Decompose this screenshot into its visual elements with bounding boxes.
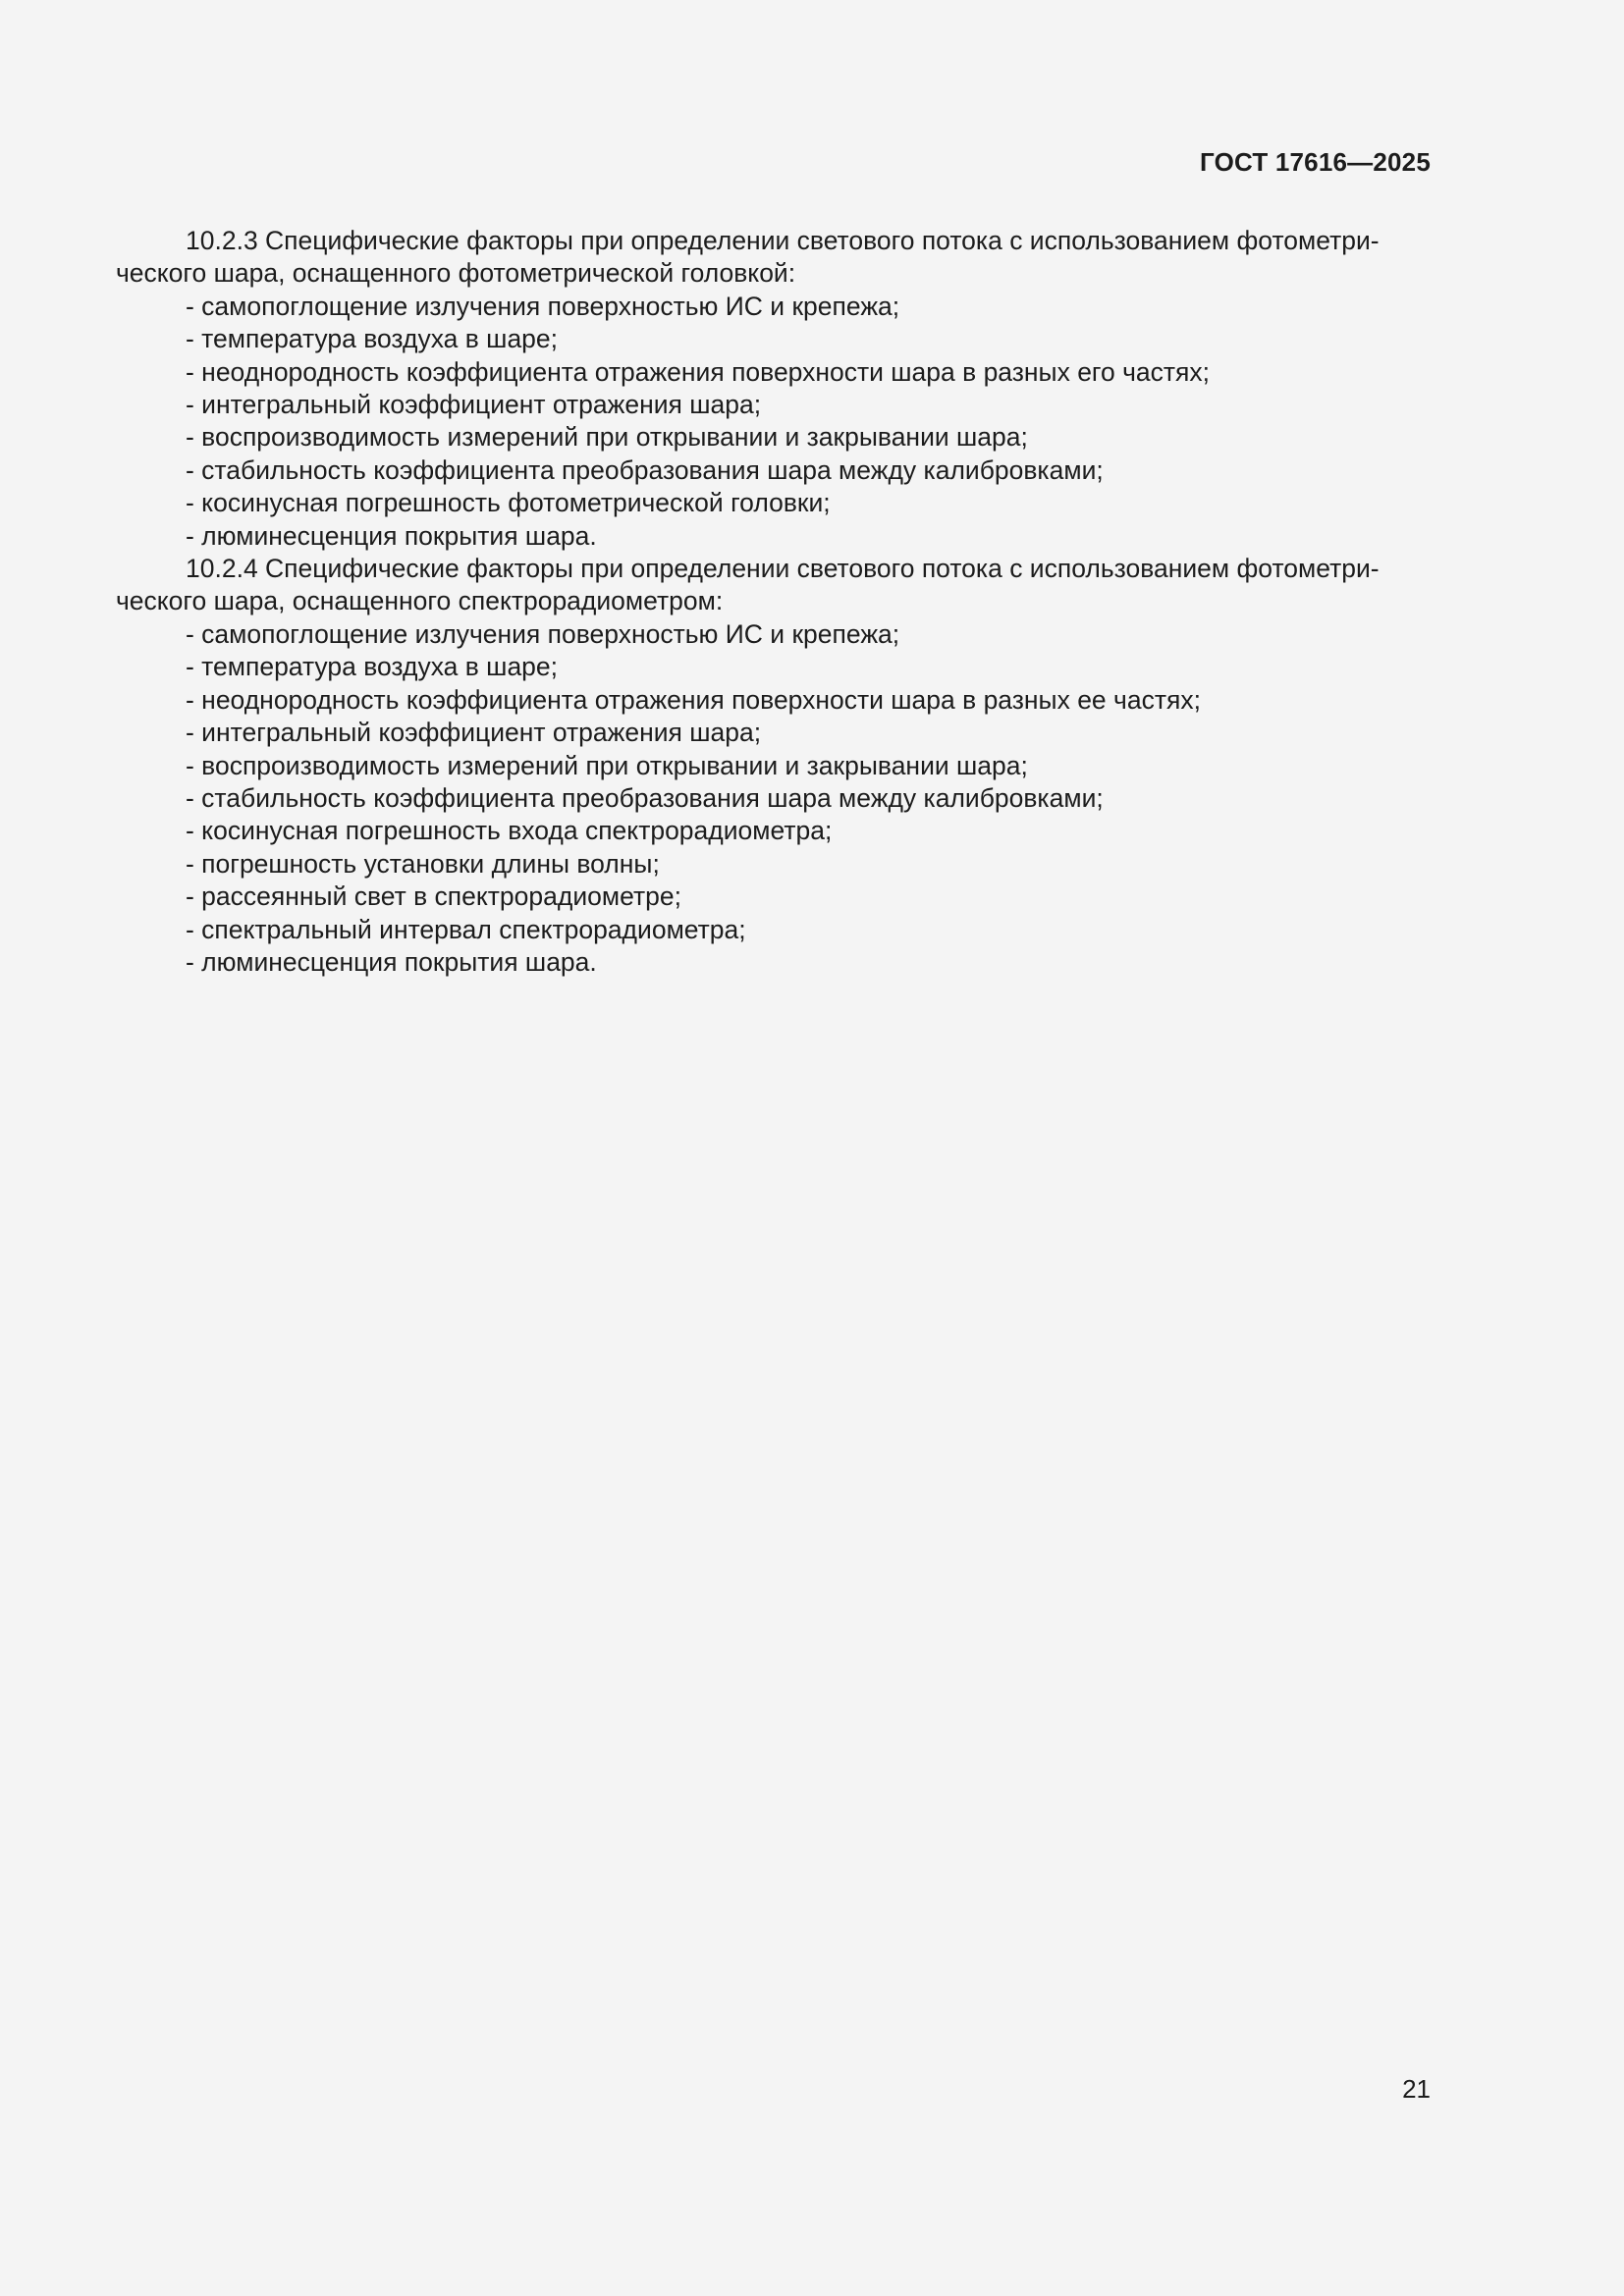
list-item: - температура воздуха в шаре; [186, 324, 559, 354]
list-item: - стабильность коэффициента преобразования шара между калибровками; [186, 782, 1104, 813]
section-intro-line: 10.2.3 Специфические факторы при определении светового потока с использованием фотометри- [186, 226, 1380, 255]
section-intro-line: ческого шара, оснащенного фотометрической головкой: [116, 258, 796, 289]
list-item: - люминесценция покрытия шара. [186, 520, 597, 551]
list-item: - спектральный интервал спектрорадиометра; [186, 914, 746, 944]
list-item: - люминесценция покрытия шара. [186, 946, 597, 977]
list-item: - рассеянный свет в спектрорадиометре; [186, 881, 681, 912]
list-item: - температура воздуха в шаре; [186, 652, 559, 682]
list-item: - неоднородность коэффициента отражения поверхности шара в разных его частях; [186, 356, 1211, 387]
list-item: - погрешность установки длины волны; [186, 848, 660, 879]
page-number: 21 [1402, 2074, 1431, 2104]
document-header: ГОСТ 17616—2025 [1200, 147, 1431, 177]
section-10-2-4 [116, 553, 1431, 979]
section-intro-line: ческого шара, оснащенного спектрорадиометром: [116, 586, 724, 616]
list-item: - косинусная погрешность фотометрической головки; [186, 488, 831, 518]
list-item: - интегральный коэффициент отражения шара; [186, 390, 762, 420]
list-item: - воспроизводимость измерений при открывании и закрывании шара; [186, 750, 1028, 780]
list-item: - неоднородность коэффициента отражения поверхности шара в разных ее частях; [186, 684, 1201, 715]
section-10-2-3 [116, 225, 1431, 553]
list-item: - интегральный коэффициент отражения шара; [186, 718, 762, 748]
list-item: - самопоглощение излучения поверхностью ИС и крепежа; [186, 291, 900, 321]
list-item: - стабильность коэффициента преобразования шара между калибровками; [186, 454, 1104, 485]
section-intro-line: 10.2.4 Специфические факторы при определении светового потока с использованием фотометри- [186, 554, 1380, 584]
list-item: - самопоглощение излучения поверхностью ИС и крепежа; [186, 618, 900, 649]
list-item: - воспроизводимость измерений при открывании и закрывании шара; [186, 422, 1028, 453]
document-body [116, 225, 1431, 979]
list-item: - косинусная погрешность входа спектрорадиометра; [186, 816, 833, 846]
